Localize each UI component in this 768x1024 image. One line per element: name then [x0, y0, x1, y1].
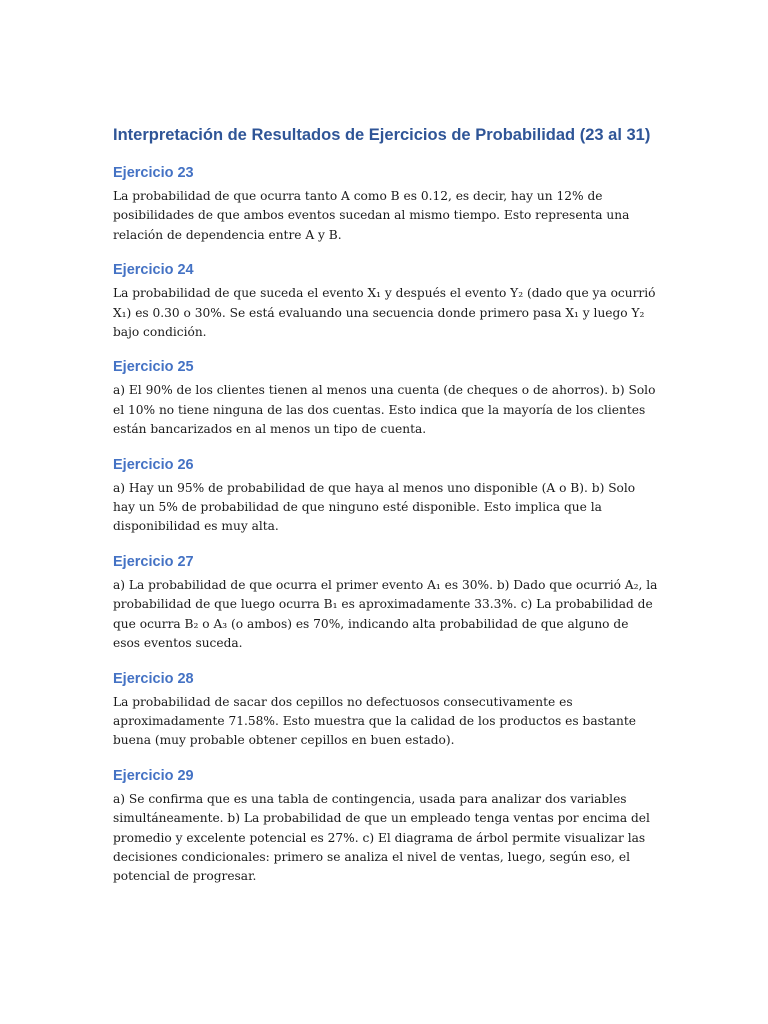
section-heading: Ejercicio 27 [113, 553, 194, 570]
section-heading: Ejercicio 25 [113, 359, 194, 376]
section-ejercicio-27 [113, 552, 658, 654]
section-ejercicio-24 [113, 260, 658, 342]
section-ejercicio-25 [113, 357, 658, 439]
section-ejercicio-23 [113, 163, 658, 245]
section-heading: Ejercicio 23 [113, 165, 194, 181]
document-title: Interpretación de Resultados de Ejercicios de Probabilidad (23 al 31) [113, 126, 651, 144]
section-body: a) Se confirma que es una tabla de contingencia, usada para analizar dos variables simultáneamente. b) La probabilidad de que un empleado tenga ventas por encima del promedio y excelente potencial es 27%. c) El diagrama de árbol permite visualizar las decisiones condicionales: primero se analiza el nivel de ventas, luego, según eso, el potencial de progresar. [113, 791, 650, 884]
section-ejercicio-26 [113, 455, 658, 537]
section-ejercicio-28 [113, 669, 658, 751]
section-body: La probabilidad de sacar dos cepillos no defectuosos consecutivamente es aproximadamente 71.58%. Esto muestra que la calidad de los productos es bastante buena (muy probable obtener cepillos en buen estado). [113, 694, 636, 748]
section-body: a) El 90% de los clientes tienen al menos una cuenta (de cheques o de ahorros). b) Solo el 10% no tiene ninguna de las dos cuentas. Esto indica que la mayoría de los clientes están bancarizados en al menos un tipo de cuenta. [113, 383, 656, 437]
section-heading: Ejercicio 29 [113, 767, 194, 784]
section-ejercicio-29 [113, 766, 658, 887]
section-heading: Ejercicio 26 [113, 456, 194, 473]
section-heading: Ejercicio 28 [113, 670, 194, 687]
section-body: La probabilidad de que ocurra tanto A como B es 0.12, es decir, hay un 12% de posibilidades de que ambos eventos sucedan al mismo tiempo. Esto representa una relación de dependencia entre A y B. [113, 189, 630, 242]
section-body: La probabilidad de que suceda el evento X₁ y después el evento Y₂ (dado que ya ocurrió X₁) es 0.30 o 30%. Se está evaluando una secuencia donde primero pasa X₁ y luego Y₂ bajo condición. [113, 286, 656, 340]
section-heading: Ejercicio 24 [113, 262, 194, 279]
section-body: a) Hay un 95% de probabilidad de que haya al menos uno disponible (A o B). b) Solo hay un 5% de probabilidad de que ninguno esté disponible. Esto implica que la disponibilidad es muy alta. [113, 480, 636, 534]
document-page [113, 124, 658, 902]
section-body: a) La probabilidad de que ocurra el primer evento A₁ es 30%. b) Dado que ocurrió A₂, la probabilidad de que luego ocurra B₁ es aproximadamente 33.3%. c) La probabilidad de que ocurra B₂ o A₃ (o ambos) es 70%, indicando alta probabilidad de que alguno de esos eventos suceda. [113, 577, 658, 651]
